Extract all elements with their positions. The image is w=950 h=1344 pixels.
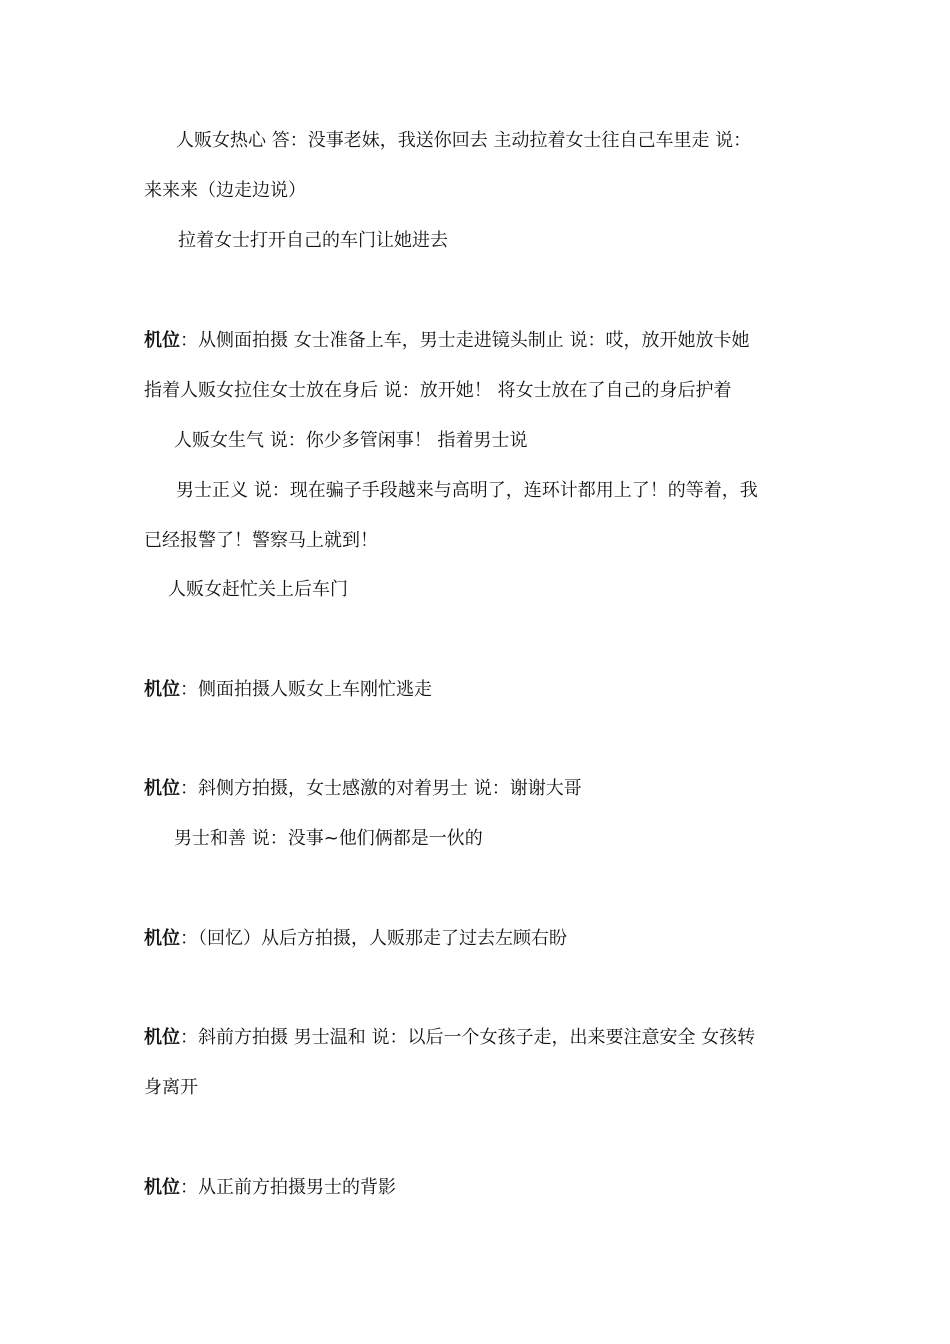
camera-position-line-2 (144, 678, 814, 702)
line-text: ：（回忆）从后方拍摄，人贩那走了过去左顾右盼 (180, 928, 567, 949)
camera-position-label: 机位 (144, 679, 180, 700)
line-text: ：斜前方拍摄 男士温和 说：以后一个女孩子走，出来要注意安全 女孩转 (180, 1027, 756, 1048)
script-line-7 (176, 479, 846, 503)
camera-position-line-6 (144, 1176, 814, 1200)
script-line-1 (176, 129, 846, 153)
camera-position-label: 机位 (144, 778, 180, 799)
camera-position-line-1 (144, 329, 814, 353)
line-text: ：侧面拍摄人贩女上车刚忙逃走 (180, 679, 432, 700)
script-line-3 (178, 229, 848, 253)
line-text: 男士正义 说：现在骗子手段越来与高明了，连环计都用上了！的等着，我 (176, 480, 758, 501)
line-text: ：从侧面拍摄 女士准备上车，男士走进镜头制止 说：哎，放开她放卡她 (180, 330, 750, 351)
line-text: 男士和善 说：没事~他们俩都是一伙的 (174, 828, 483, 849)
camera-position-line-3 (144, 777, 814, 801)
script-line-9 (168, 578, 838, 602)
camera-position-line-4 (144, 927, 814, 951)
line-text: 已经报警了！警察马上就到！ (144, 530, 378, 551)
script-line-15 (144, 1076, 814, 1100)
line-text: 人贩女生气 说：你少多管闲事！ 指着男士说 (174, 430, 528, 451)
camera-position-line-5 (144, 1026, 814, 1050)
line-text: 身离开 (144, 1077, 198, 1098)
script-line-8 (144, 529, 814, 553)
script-line-5 (144, 379, 814, 403)
camera-position-label: 机位 (144, 1027, 180, 1048)
camera-position-label: 机位 (144, 1177, 180, 1198)
line-text: ：斜侧方拍摄，女士感激的对着男士 说：谢谢大哥 (180, 778, 582, 799)
line-text: 来来来（边走边说） (144, 180, 306, 201)
line-text: 人贩女赶忙关上后车门 (168, 579, 348, 600)
line-text: 人贩女热心 答：没事老妹，我送你回去 主动拉着女士往自己车里走 说： (176, 130, 752, 151)
camera-position-label: 机位 (144, 330, 180, 351)
line-text: ：从正前方拍摄男士的背影 (180, 1177, 396, 1198)
line-text: 拉着女士打开自己的车门让她进去 (178, 230, 448, 251)
script-line-2 (144, 179, 814, 203)
script-line-12 (174, 827, 844, 851)
camera-position-label: 机位 (144, 928, 180, 949)
script-line-6 (174, 429, 844, 453)
line-text: 指着人贩女拉住女士放在身后 说：放开她！ 将女士放在了自己的身后护着 (144, 380, 732, 401)
